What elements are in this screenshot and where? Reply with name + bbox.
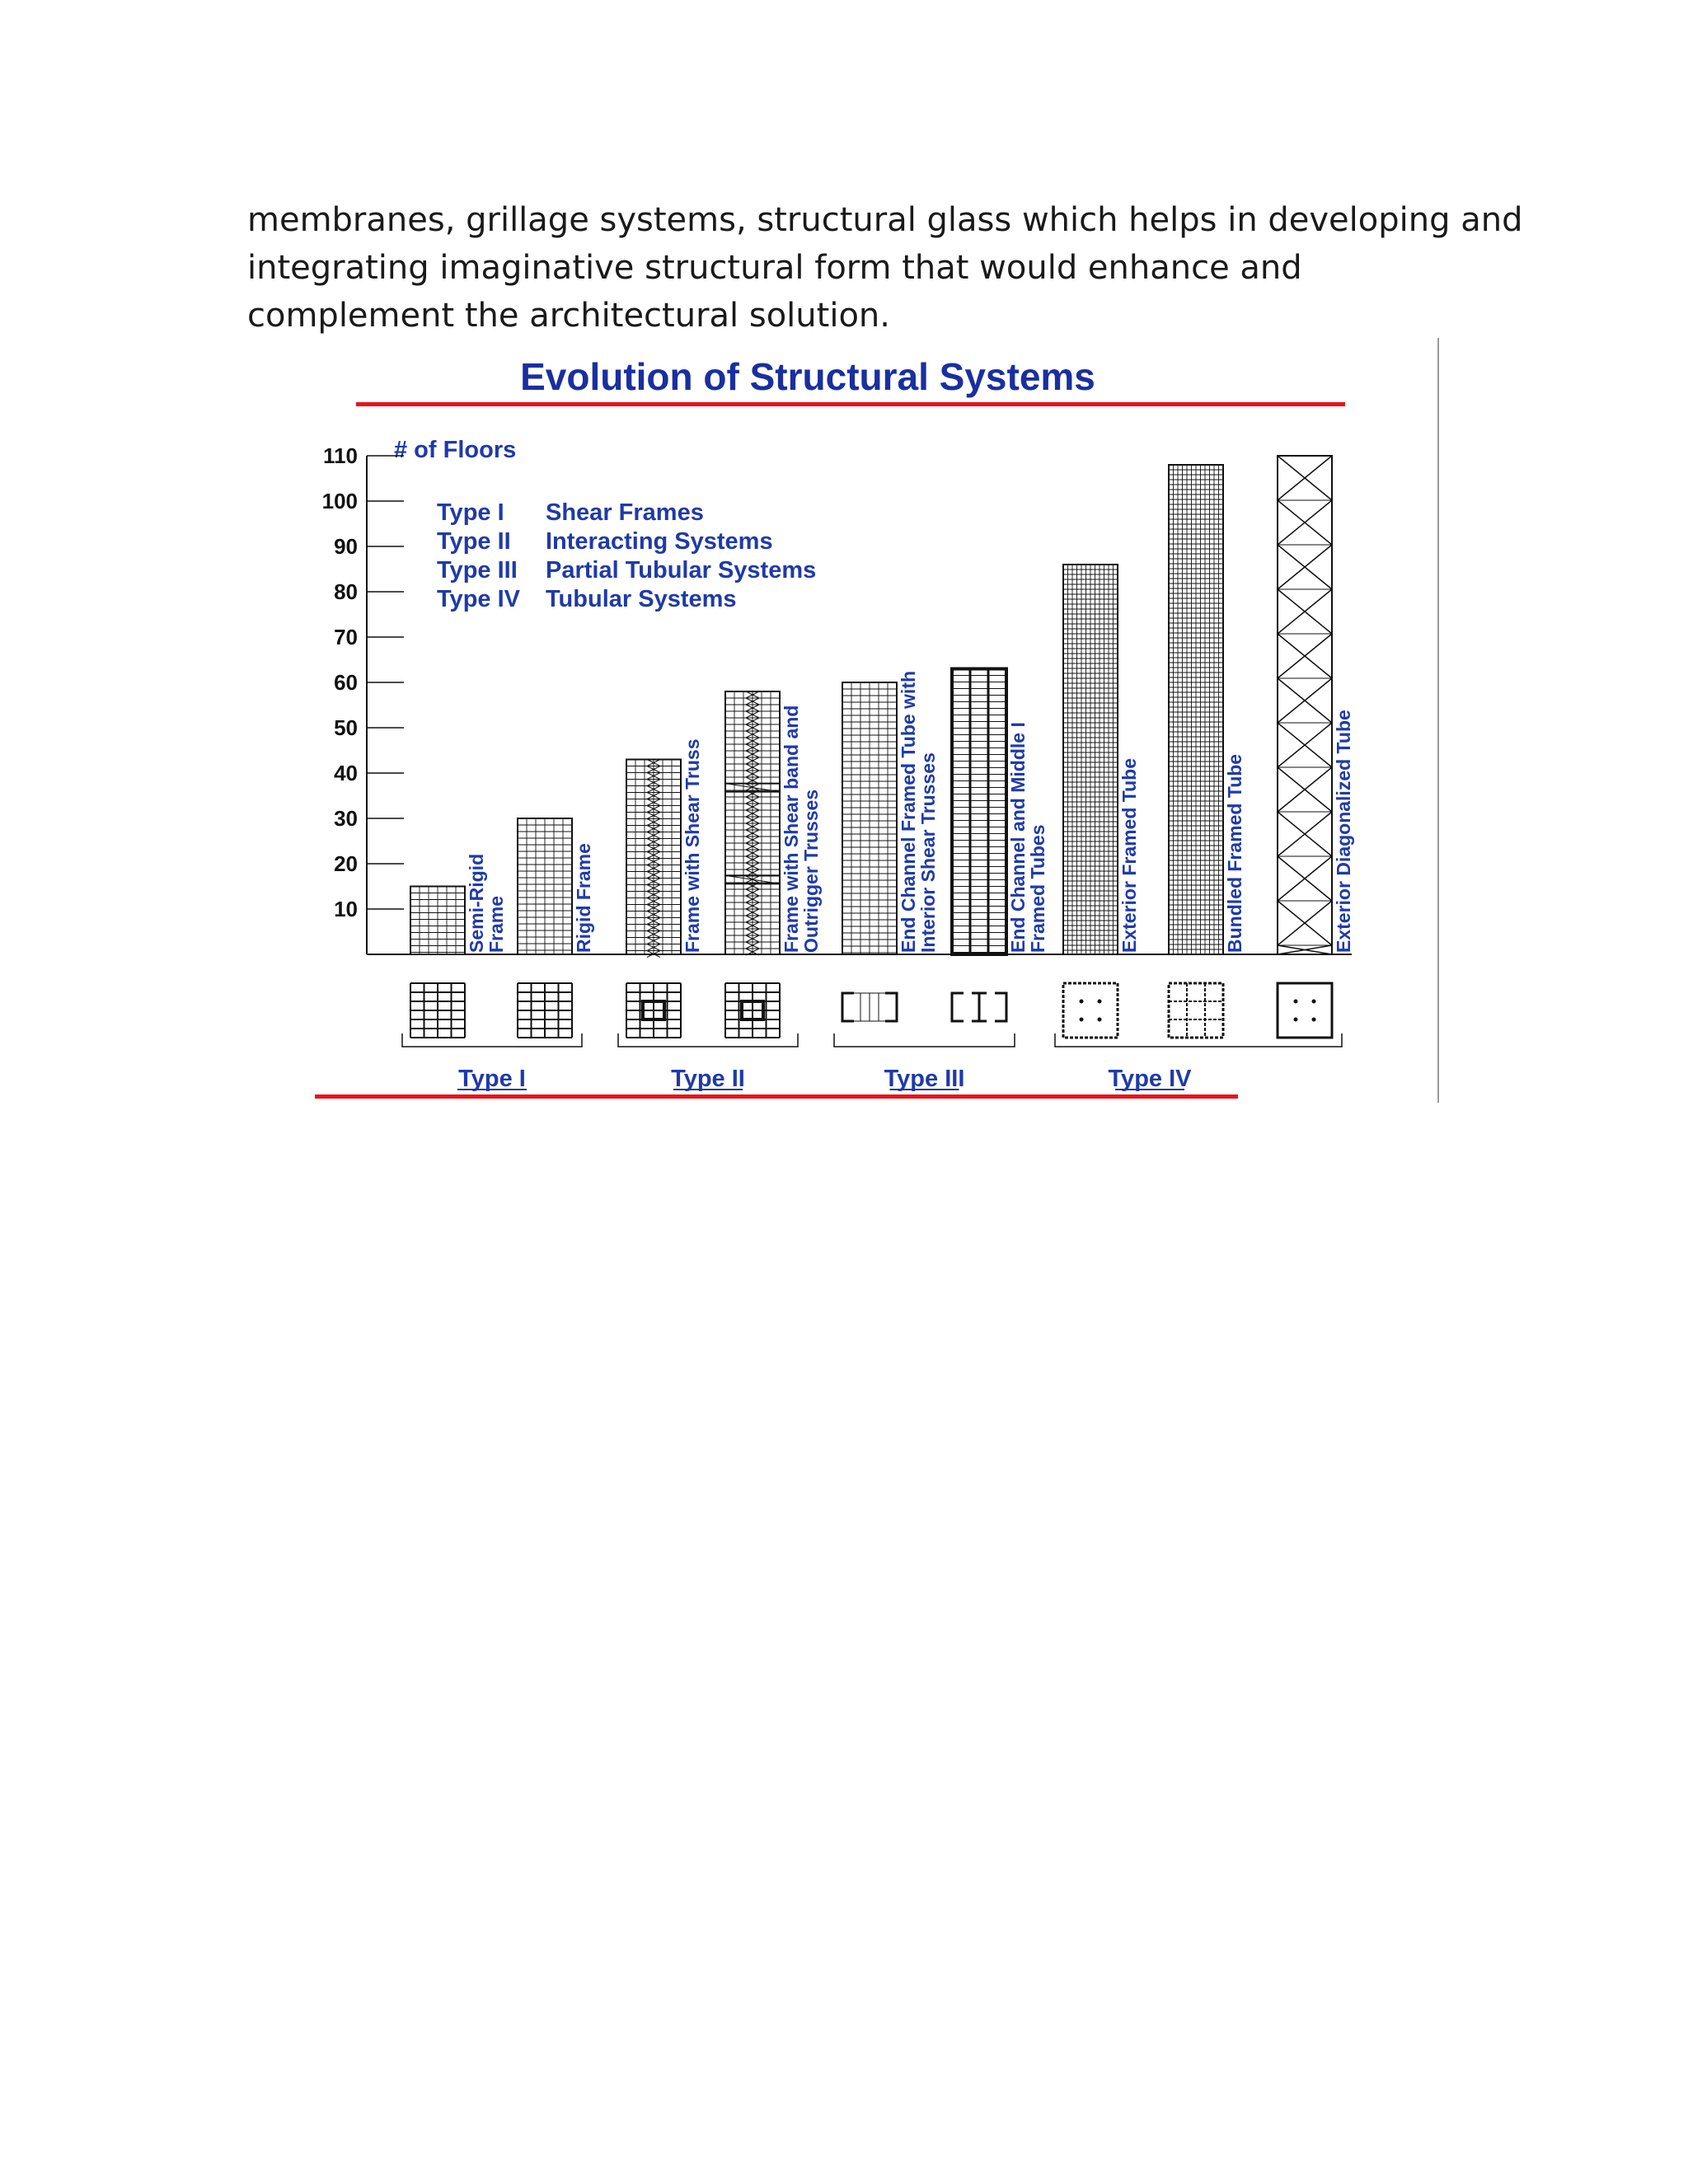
group-bracket	[402, 1033, 582, 1047]
group-bracket	[618, 1033, 798, 1047]
legend-desc: Shear Frames	[546, 499, 704, 526]
group-bracket	[1055, 1033, 1342, 1047]
y-tick-label: 40	[334, 761, 358, 785]
building-label: Frame with Shear Truss	[682, 738, 703, 953]
building	[518, 818, 594, 954]
y-tick-label: 60	[334, 670, 358, 695]
building	[410, 854, 507, 954]
legend	[437, 499, 816, 612]
floor-plan	[410, 983, 465, 1038]
group-bracket	[834, 1033, 1015, 1047]
building	[1169, 465, 1245, 954]
group-label: Type III	[884, 1066, 965, 1092]
floor-plan	[518, 983, 572, 1038]
building-label: Exterior Framed Tube	[1118, 757, 1140, 953]
structural-systems-figure	[297, 344, 1418, 1111]
legend-type: Type I	[437, 499, 504, 526]
y-tick-label: 90	[334, 534, 358, 559]
floor-plan	[725, 983, 780, 1038]
y-tick-label: 70	[334, 625, 358, 649]
y-tick-label: 100	[321, 489, 358, 513]
legend-type: Type II	[437, 528, 511, 555]
building	[725, 691, 822, 955]
building	[1278, 456, 1354, 954]
building-label: Outrigger Trusses	[800, 789, 822, 953]
floor-plan	[626, 983, 681, 1038]
y-axis-label: # of Floors	[394, 437, 517, 463]
floor-plan	[1063, 983, 1118, 1038]
floor-plan	[842, 993, 897, 1021]
y-tick-label: 20	[334, 851, 358, 876]
y-tick-label: 110	[323, 443, 358, 468]
legend-type: Type III	[437, 557, 518, 583]
paragraph-line: membranes, grillage systems, structural glass which helps in developing and	[247, 201, 1523, 239]
building	[952, 669, 1048, 955]
group-label: Type II	[671, 1066, 745, 1092]
figure-title: Evolution of Structural Systems	[520, 355, 1095, 398]
building	[1063, 565, 1140, 954]
legend-desc: Tubular Systems	[546, 586, 737, 612]
legend-desc: Partial Tubular Systems	[546, 557, 817, 583]
group-label: Type I	[458, 1066, 526, 1092]
title-rule	[356, 402, 1345, 406]
y-tick-label: 10	[334, 897, 358, 921]
type-groups	[402, 1033, 1342, 1092]
group-label: Type IV	[1108, 1066, 1192, 1092]
floor-plan	[952, 993, 1006, 1021]
y-tick-label: 50	[334, 715, 358, 740]
building-label: Exterior Diagonalized Tube	[1333, 710, 1354, 953]
paragraph-line: complement the architectural solution.	[247, 297, 890, 335]
building-label: Semi-Rigid	[466, 853, 487, 953]
building	[842, 671, 939, 954]
building-label: Rigid Frame	[573, 843, 594, 953]
floor-plan	[1278, 983, 1332, 1038]
floor-plans	[410, 983, 1332, 1038]
building-label: End Channel and Middle I	[1007, 722, 1029, 953]
margin-rule	[1437, 338, 1439, 1103]
y-tick-label: 30	[334, 806, 358, 831]
y-tick-label: 80	[334, 579, 358, 604]
bottom-rule	[315, 1094, 1238, 1099]
floor-plan	[1169, 983, 1223, 1038]
paragraph-line: integrating imaginative structural form that would enhance and	[247, 249, 1302, 287]
building-label: Frame	[485, 895, 507, 953]
legend-desc: Interacting Systems	[546, 528, 773, 555]
building-label: Bundled Framed Tube	[1224, 753, 1245, 953]
building-label: Frame with Shear band and	[781, 705, 802, 953]
building-label: Interior Shear Trusses	[917, 752, 939, 953]
building-label: Framed Tubes	[1027, 824, 1048, 953]
legend-type: Type IV	[437, 586, 520, 612]
building	[626, 739, 703, 958]
building-label: End Channel Framed Tube with	[898, 670, 919, 953]
body-paragraph	[247, 196, 1523, 340]
